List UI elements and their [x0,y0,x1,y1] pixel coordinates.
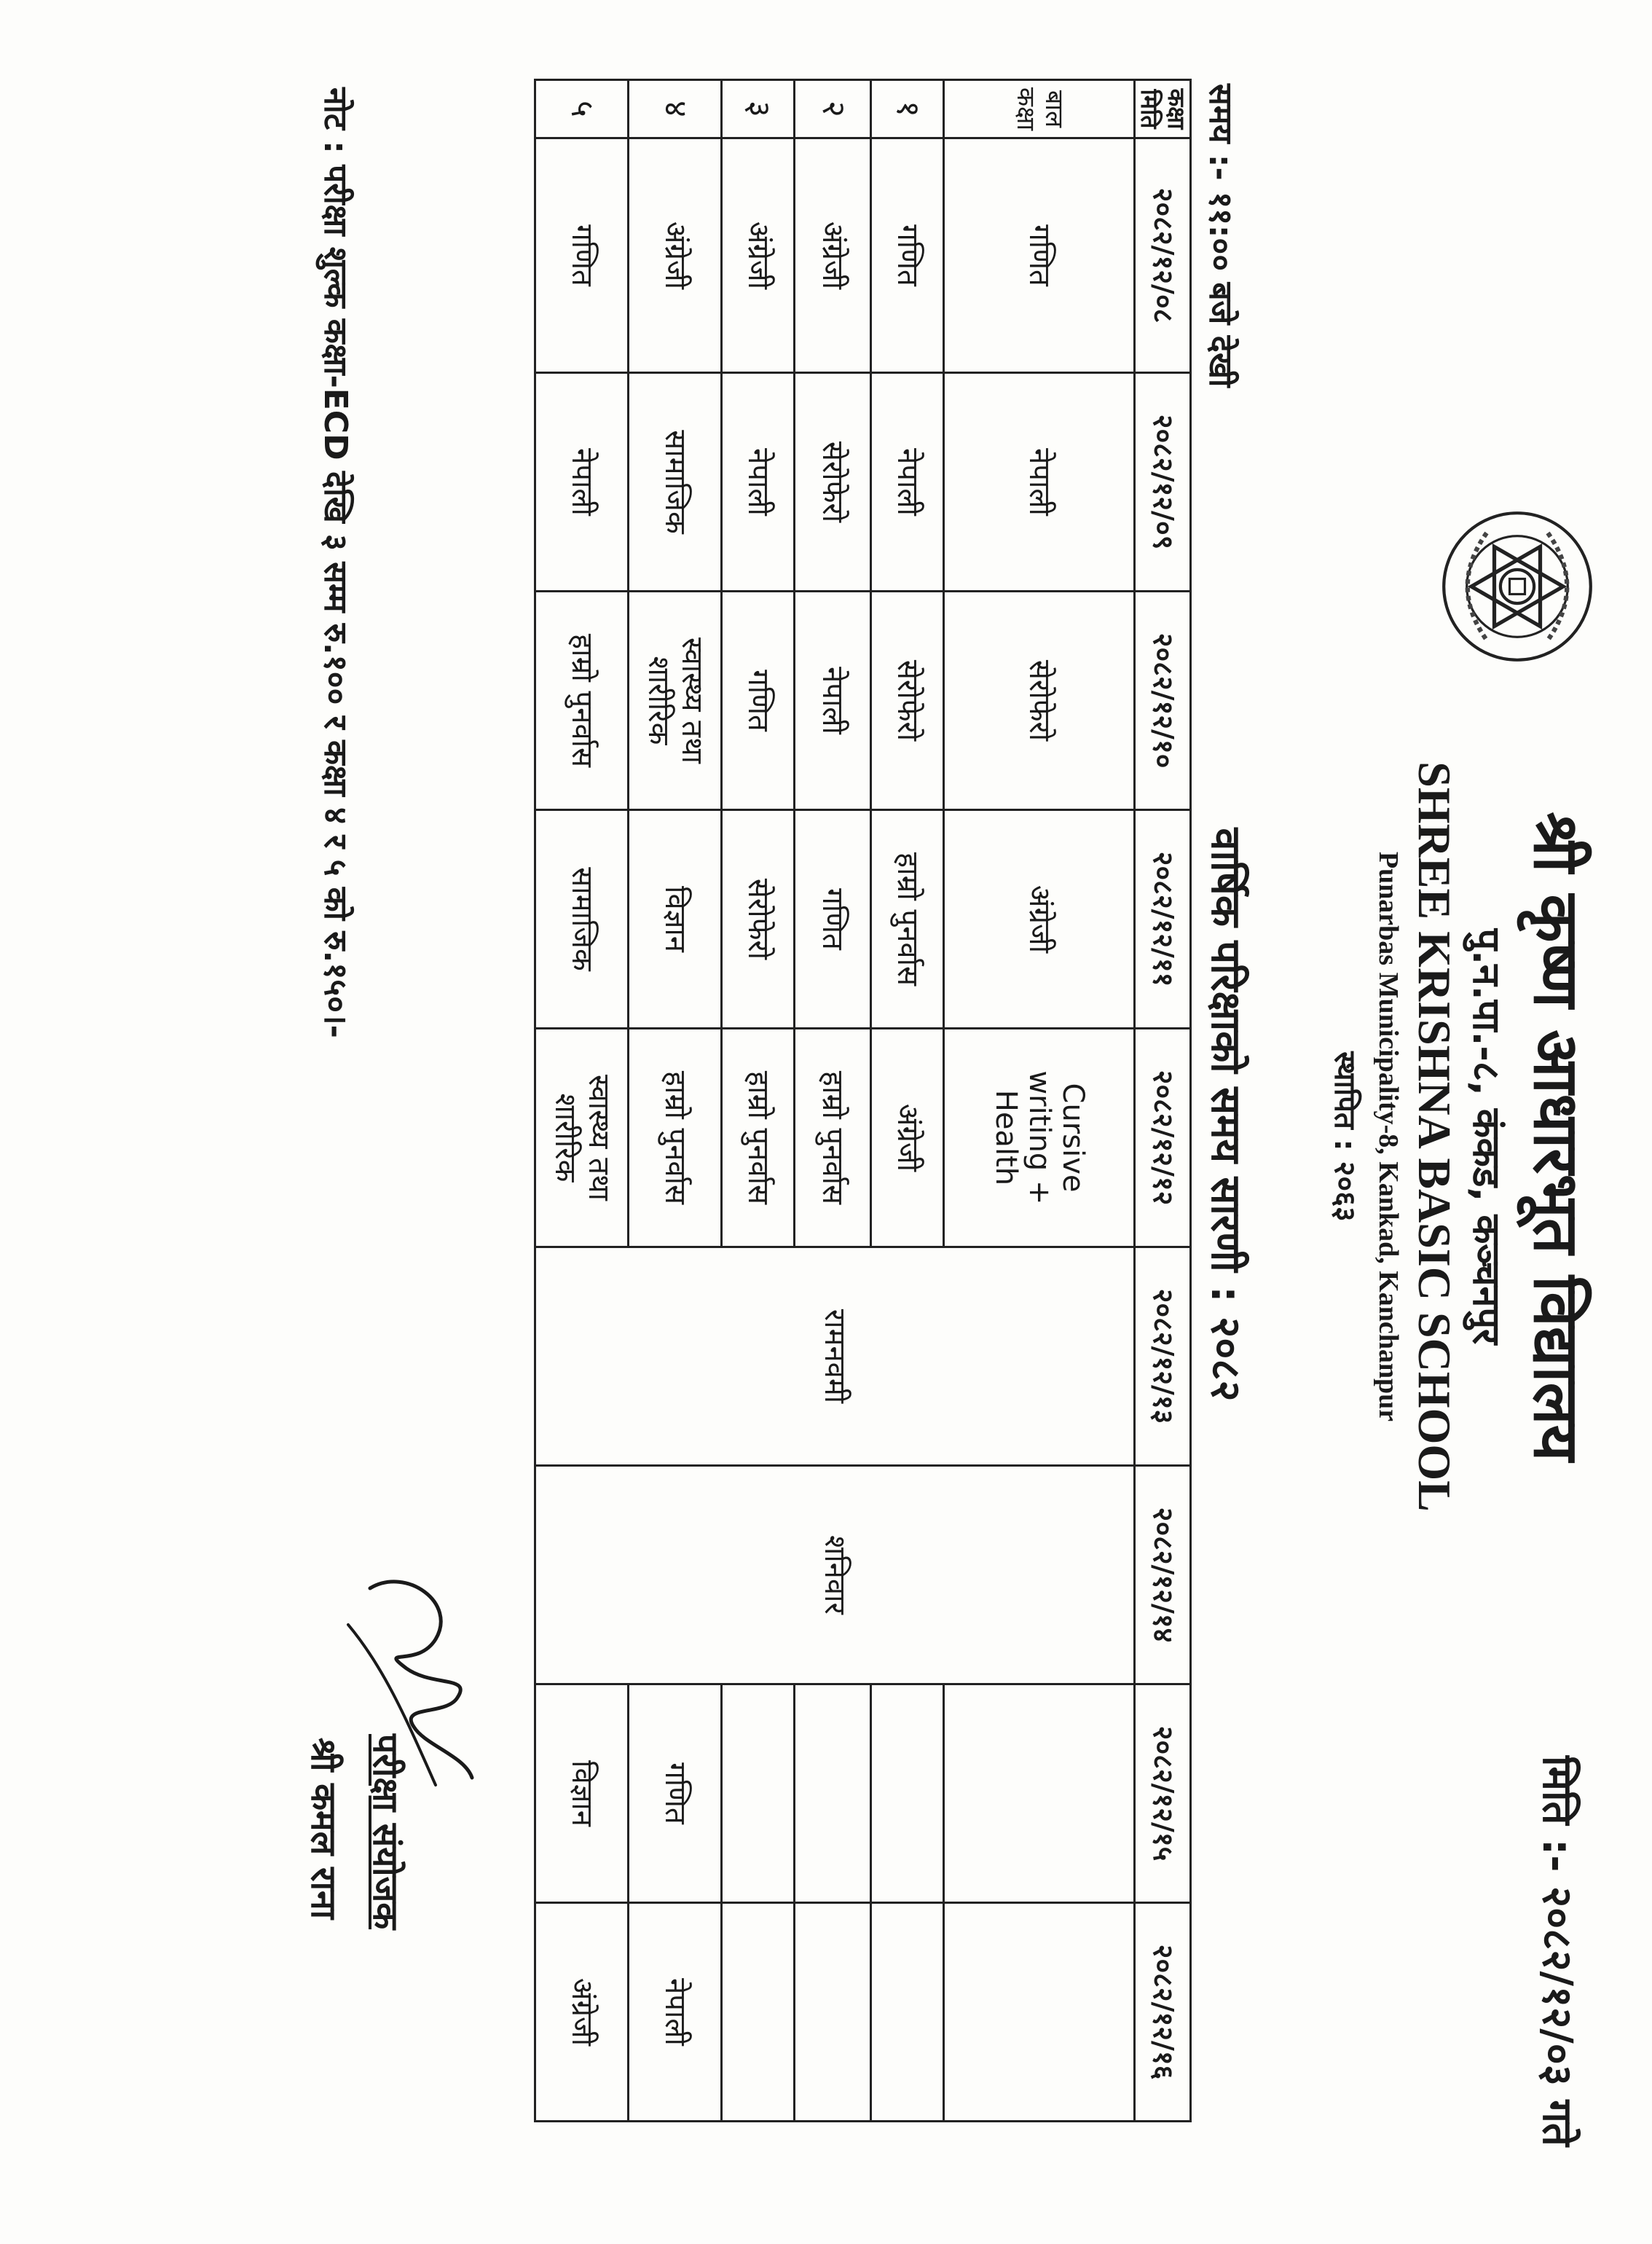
fee-note: नोट : परीक्षा शुल्क कक्षा-ECD देखि ३ सम्म रु.१०० र कक्षा ४ र ५ को रु.१५०।- [317,87,354,1038]
signatory-title: परीक्षा संयोजक [365,1734,406,1930]
subject-cell: अंग्रेजी [629,138,722,373]
date-header: २०८२/१२/१५ [1135,1684,1191,1903]
subject-cell: हाम्रो पुनर्वास [722,1029,795,1247]
subject-cell: गणित [535,138,629,373]
row-class: ३ [722,80,795,138]
subject-cell: स्वास्थ्य तथा शारीरिक [629,592,722,810]
subject-cell: अंग्रेजी [871,1029,944,1247]
subject-cell: सेरोफेरो [871,592,944,810]
empty-cell [795,1903,871,2122]
subject-cell: विज्ञान [629,810,722,1029]
issue-date: मिति :- २०८२/१२/०३ गते [1533,1756,1581,2146]
date-header: २०८२/१२/१४ [1135,1466,1191,1684]
empty-cell [871,1903,944,2122]
subject-cell: गणित [722,592,795,810]
school-name-english: SHREE KRISHNA BASIC SCHOOL [1409,761,1460,1512]
subject-cell: विज्ञान [535,1684,629,1903]
handwritten-signature [326,1559,516,1800]
date-header: २०८२/१२/१२ [1135,1029,1191,1247]
row-class: ४ [629,80,722,138]
holiday-cell-saturday: शनिवार [535,1466,1135,1684]
empty-cell [944,1684,1135,1903]
empty-cell [795,1684,871,1903]
subject-cell: गणित [629,1684,722,1903]
subject-cell: सेरोफेरो [722,810,795,1029]
table-row [535,80,629,2122]
subject-cell: अंग्रेजी [795,138,871,373]
table-row [944,80,1135,2122]
holiday-cell-ramnavami: रामनवमी [535,1247,1135,1466]
table-row [871,80,944,2122]
corner-label-date: मिति [1136,89,1164,129]
subject-cell: गणित [944,138,1135,373]
school-name-nepali: श्री कृष्ण आधारभूत विद्यालय [1519,812,1592,1462]
class-label-kaksha: कक्षा [1010,87,1040,131]
empty-cell [722,1903,795,2122]
subject-cell: सामाजिक [535,810,629,1029]
subject-cell: नेपाली [629,1903,722,2122]
subject-cell: नेपाली [871,373,944,592]
subject-cell: सेरोफेरो [944,592,1135,810]
subject-cell: हाम्रो पुनर्वास [535,592,629,810]
corner-label-class: कक्षा [1163,88,1190,130]
exam-routine-table [534,79,1192,2122]
date-header: २०८२/१२/१० [1135,592,1191,810]
empty-cell [722,1684,795,1903]
school-address-nepali: पु.न.पा.-८, कंकड, कञ्चनपुर [1464,928,1508,1345]
school-logo-seal [1441,510,1594,663]
established-year: स्थापित : २०६३ [1328,1051,1361,1222]
subject-cell: गणित [871,138,944,373]
subject-cell: सेरोफेरो [795,373,871,592]
subject-cell: नेपाली [535,373,629,592]
row-class: १ [871,80,944,138]
routine-title: वार्षिक परिक्षाको समय सारणी : २०८२ [1202,828,1249,1402]
subject-cell: स्वास्थ्य तथा शारीरिक [535,1029,629,1247]
subject-cell: हाम्रो पुनर्वास [871,810,944,1029]
subject-cell: नेपाली [944,373,1135,592]
date-header: २०८२/१२/१६ [1135,1903,1191,2122]
subject-cell: हाम्रो पुनर्वास [795,1029,871,1247]
empty-cell [871,1684,944,1903]
subject-cell: Cursive writing + Health [944,1029,1135,1247]
school-address-english: Punarbas Municipality-8, Kankad, Kanchanpur [1373,851,1404,1422]
exam-time: समय :- ११:०० बजे देखी [1202,84,1239,388]
header-row [1135,80,1191,2122]
date-header: २०८२/१२/१३ [1135,1247,1191,1466]
subject-cell: नेपाली [795,592,871,810]
empty-cell [944,1903,1135,2122]
date-header: २०८२/१२/११ [1135,810,1191,1029]
date-header: २०८२/१२/०९ [1135,373,1191,592]
subject-cell: हाम्रो पुनर्वास [629,1029,722,1247]
subject-cell: अंग्रेजी [722,138,795,373]
subject-cell: नेपाली [722,373,795,592]
subject-cell: गणित [795,810,871,1029]
subject-cell: अंग्रेजी [944,810,1135,1029]
row-class: ५ [535,80,629,138]
table-row [722,80,795,2122]
row-class-ecd [944,80,1135,138]
subject-cell: सामाजिक [629,373,722,592]
subject-cell: अंग्रेजी [535,1903,629,2122]
signatory-name: श्री कमल राना [303,1738,344,1920]
row-class: २ [795,80,871,138]
corner-cell [1135,80,1191,138]
date-header: २०८२/१२/०८ [1135,138,1191,373]
table-row [795,80,871,2122]
class-label-bal: बाल [1039,90,1069,128]
table-row [629,80,722,2122]
